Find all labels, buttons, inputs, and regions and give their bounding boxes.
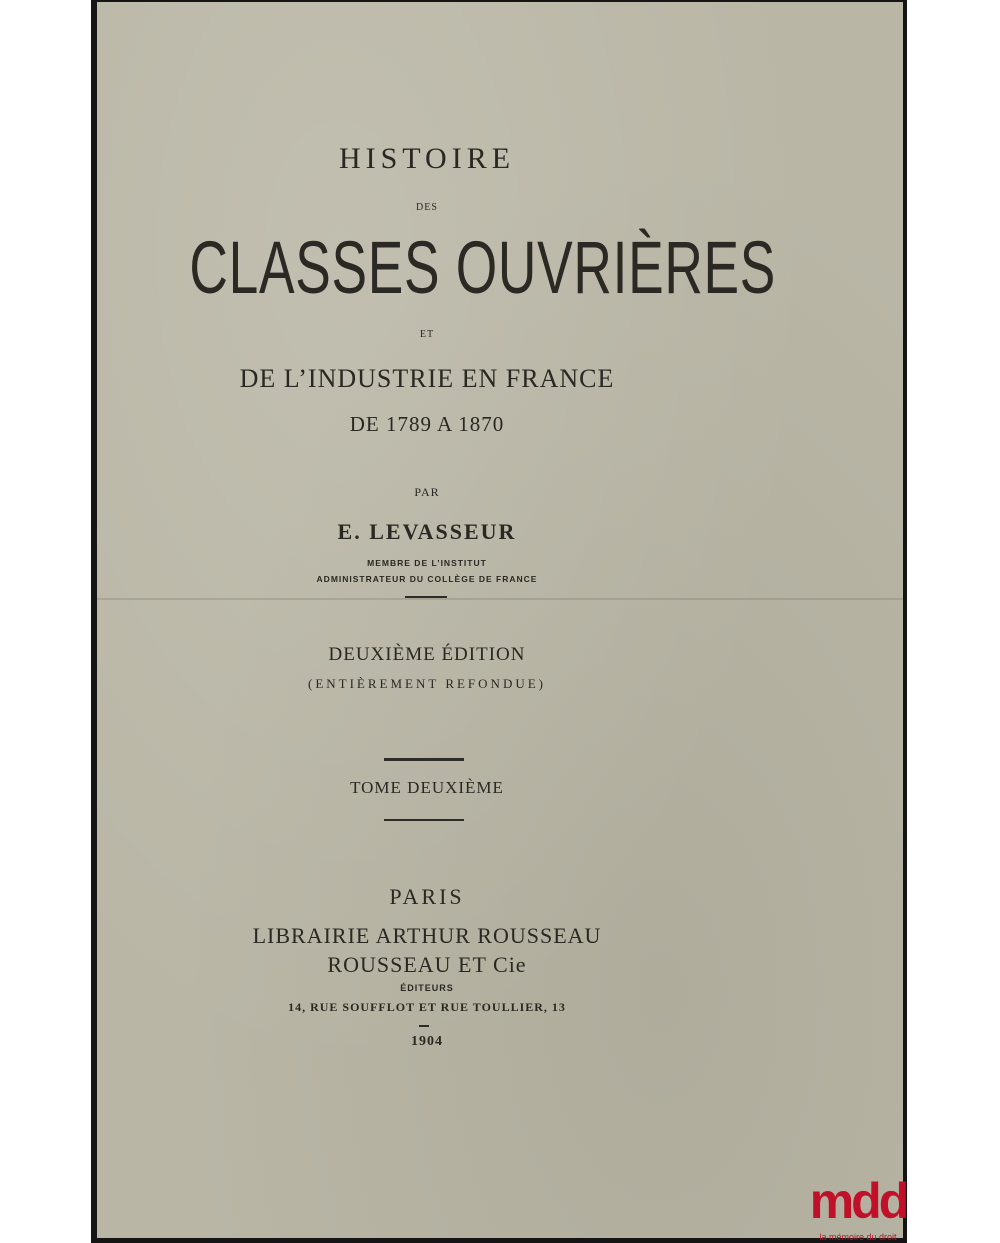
book-cover bbox=[97, 2, 903, 1238]
title-des: DES bbox=[416, 202, 438, 213]
publisher-company: ROUSSEAU ET Cie bbox=[327, 952, 527, 977]
title-et: ET bbox=[419, 329, 435, 340]
title-classes-ouvrieres: CLASSES OUVRIÈRES bbox=[189, 226, 777, 309]
title-industrie: DE L’INDUSTRIE EN FRANCE bbox=[239, 364, 615, 393]
divider-tome-top bbox=[384, 758, 464, 761]
fold-crease bbox=[97, 598, 903, 600]
publisher-name: LIBRAIRIE ARTHUR ROUSSEAU bbox=[252, 923, 602, 948]
author-credit-institut: MEMBRE DE L’INSTITUT bbox=[367, 558, 487, 568]
publisher-address: 14, RUE SOUFFLOT ET RUE TOULLIER, 13 bbox=[288, 1000, 566, 1014]
mdd-logo-icon: mdd bbox=[809, 1173, 907, 1229]
watermark-logo bbox=[808, 1172, 908, 1243]
edition-note: (ENTIÈREMENT REFONDUE) bbox=[308, 676, 546, 691]
divider-tome-bottom bbox=[384, 819, 464, 821]
edition-label: DEUXIÈME ÉDITION bbox=[328, 644, 526, 665]
volume-label: TOME DEUXIÈME bbox=[350, 778, 504, 797]
by-label: PAR bbox=[414, 485, 440, 499]
publisher-city: PARIS bbox=[389, 884, 465, 909]
watermark-tagline: la mémoire du droit bbox=[819, 1232, 897, 1242]
title-dates: DE 1789 A 1870 bbox=[349, 412, 505, 436]
publisher-role: ÉDITEURS bbox=[400, 983, 454, 993]
divider-year bbox=[419, 1025, 429, 1027]
author-credit-college: ADMINISTRATEUR DU COLLÈGE DE FRANCE bbox=[316, 574, 538, 584]
divider-author bbox=[405, 596, 447, 598]
publication-year: 1904 bbox=[411, 1034, 443, 1049]
title-histoire: HISTOIRE bbox=[338, 142, 516, 175]
author-name: E. LEVASSEUR bbox=[337, 519, 517, 544]
